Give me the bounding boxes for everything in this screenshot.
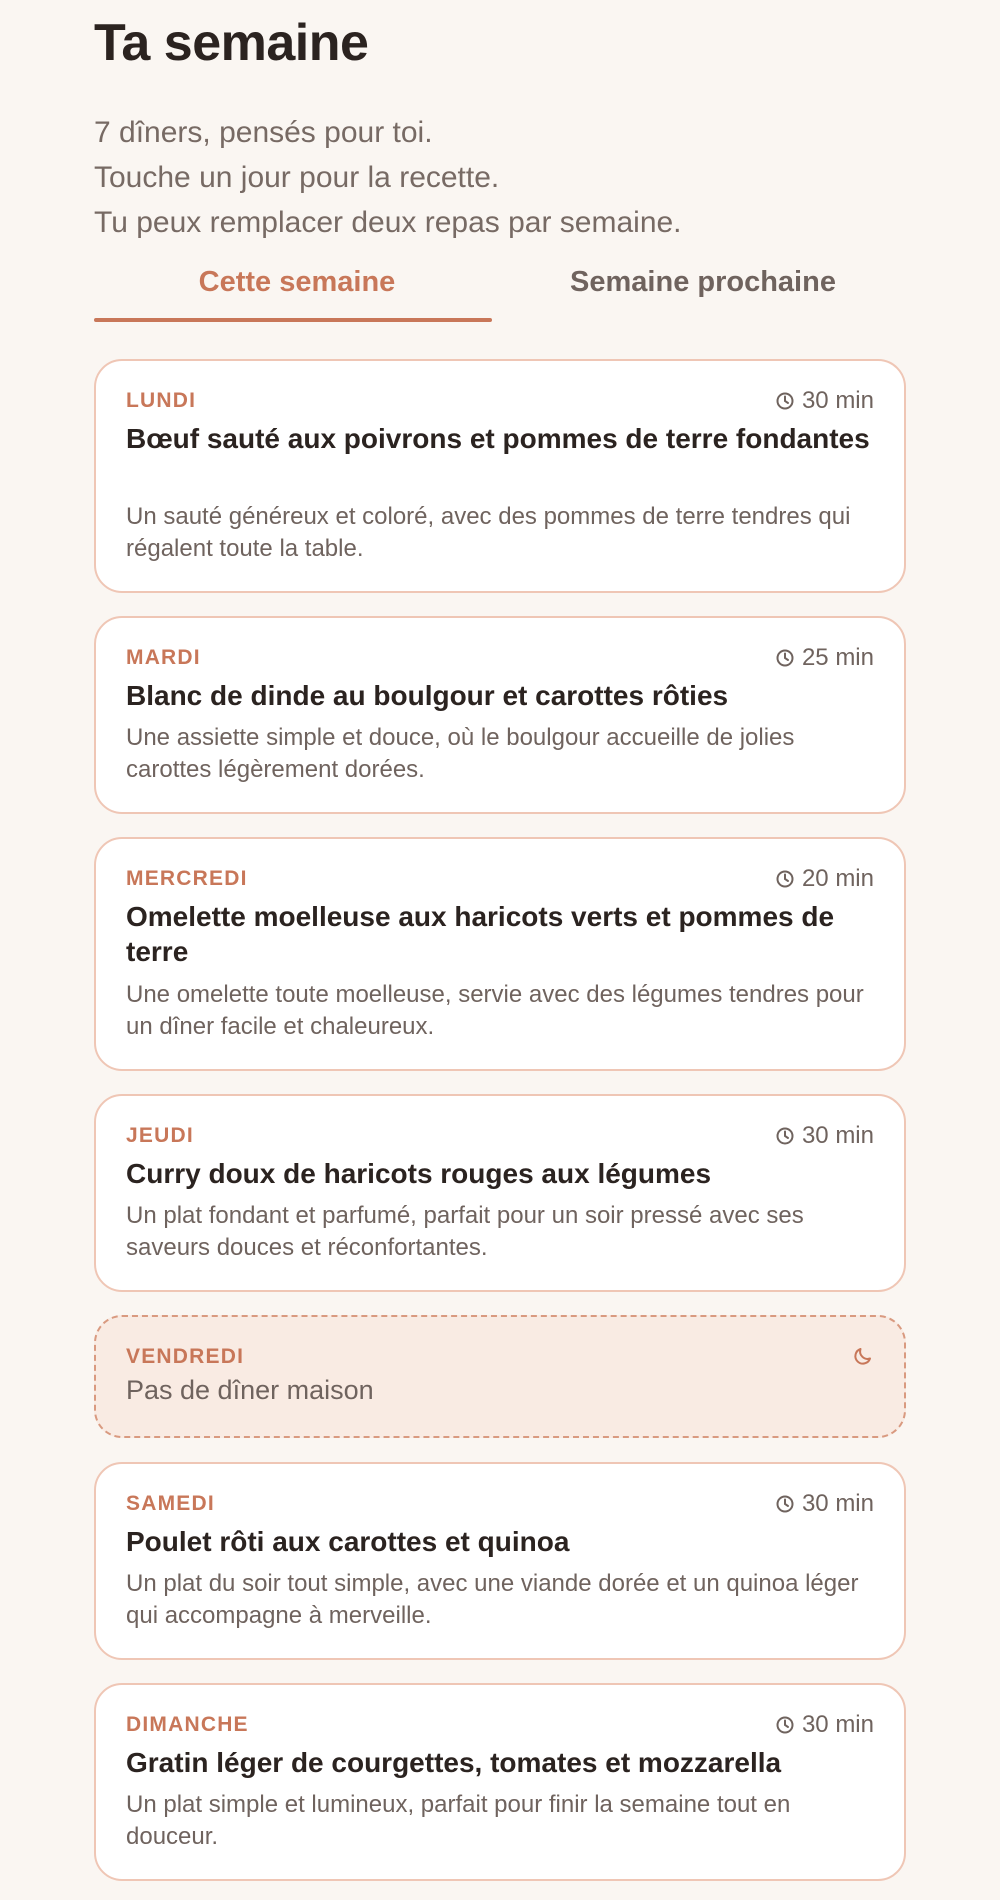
recipe-title: Gratin léger de courgettes, tomates et mozzarella	[126, 1747, 782, 1778]
day-card-tuesday[interactable]	[94, 616, 906, 814]
day-card-sunday[interactable]	[94, 1683, 906, 1881]
prep-time	[776, 1711, 874, 1739]
clock-icon	[776, 649, 794, 667]
tab-this-week[interactable]: Cette semaine	[198, 266, 396, 298]
clock-icon	[776, 870, 794, 888]
day-label: MERCREDI	[126, 867, 248, 890]
recipe-description: Un plat fondant et parfumé, parfait pour un soir pressé avec ses saveurs douces et réconfortantes.	[126, 1202, 804, 1261]
day-label: DIMANCHE	[126, 1713, 249, 1736]
no-dinner-text: Pas de dîner maison	[126, 1375, 374, 1405]
prep-time	[776, 387, 874, 415]
day-card-monday[interactable]	[94, 359, 906, 593]
intro-line: 7 dîners, pensés pour toi.	[94, 116, 433, 149]
intro-text	[94, 110, 682, 245]
recipe-title: Curry doux de haricots rouges aux légumes	[126, 1158, 712, 1189]
day-card-thursday[interactable]	[94, 1094, 906, 1292]
active-tab-indicator	[94, 318, 492, 322]
prep-time-value: 30 min	[801, 1711, 874, 1738]
tab-next-week[interactable]: Semaine prochaine	[570, 266, 836, 298]
prep-time-value: 25 min	[801, 644, 874, 671]
intro-line: Touche un jour pour la recette.	[94, 161, 500, 194]
prep-time	[776, 644, 874, 672]
prep-time-value: 30 min	[801, 1122, 874, 1149]
recipe-description: Une omelette toute moelleuse, servie avec des légumes tendres pour un dîner facile et chaleureux.	[126, 981, 864, 1040]
recipe-description: Un plat du soir tout simple, avec une viande dorée et un quinoa léger qui accompagne à merveille.	[126, 1570, 859, 1629]
recipe-title: Bœuf sauté aux poivrons et pommes de terre fondantes	[126, 423, 870, 454]
day-label: SAMEDI	[126, 1492, 215, 1515]
clock-icon	[776, 1716, 794, 1734]
prep-time	[776, 865, 874, 893]
recipe-title: Blanc de dinde au boulgour et carottes rôties	[126, 680, 729, 711]
day-label: JEUDI	[126, 1124, 194, 1147]
prep-time	[776, 1490, 874, 1518]
day-label: VENDREDI	[126, 1345, 245, 1368]
day-card-wednesday[interactable]	[94, 837, 906, 1071]
moon-icon	[852, 1345, 874, 1372]
clock-icon	[776, 1495, 794, 1513]
prep-time-value: 20 min	[801, 865, 874, 892]
page-title: Ta semaine	[94, 14, 369, 72]
intro-line: Tu peux remplacer deux repas par semaine.	[94, 206, 682, 239]
recipe-title: Omelette moelleuse aux haricots verts et pommes de terre	[126, 901, 835, 967]
recipe-title: Poulet rôti aux carottes et quinoa	[126, 1526, 570, 1557]
prep-time-value: 30 min	[801, 1490, 874, 1517]
prep-time-value: 30 min	[801, 387, 874, 414]
day-card-friday[interactable]	[94, 1315, 906, 1438]
recipe-description: Un sauté généreux et coloré, avec des pommes de terre tendres qui régalent toute la table.	[126, 503, 851, 562]
recipe-description: Une assiette simple et douce, où le boulgour accueille de jolies carottes légèrement dorées.	[126, 724, 795, 783]
day-label: MARDI	[126, 646, 201, 669]
day-card-saturday[interactable]	[94, 1462, 906, 1660]
prep-time	[776, 1122, 874, 1150]
week-tabs	[94, 258, 906, 322]
day-label: LUNDI	[126, 389, 197, 412]
clock-icon	[776, 1127, 794, 1145]
recipe-description: Un plat simple et lumineux, parfait pour finir la semaine tout en douceur.	[126, 1791, 791, 1850]
clock-icon	[776, 392, 794, 410]
